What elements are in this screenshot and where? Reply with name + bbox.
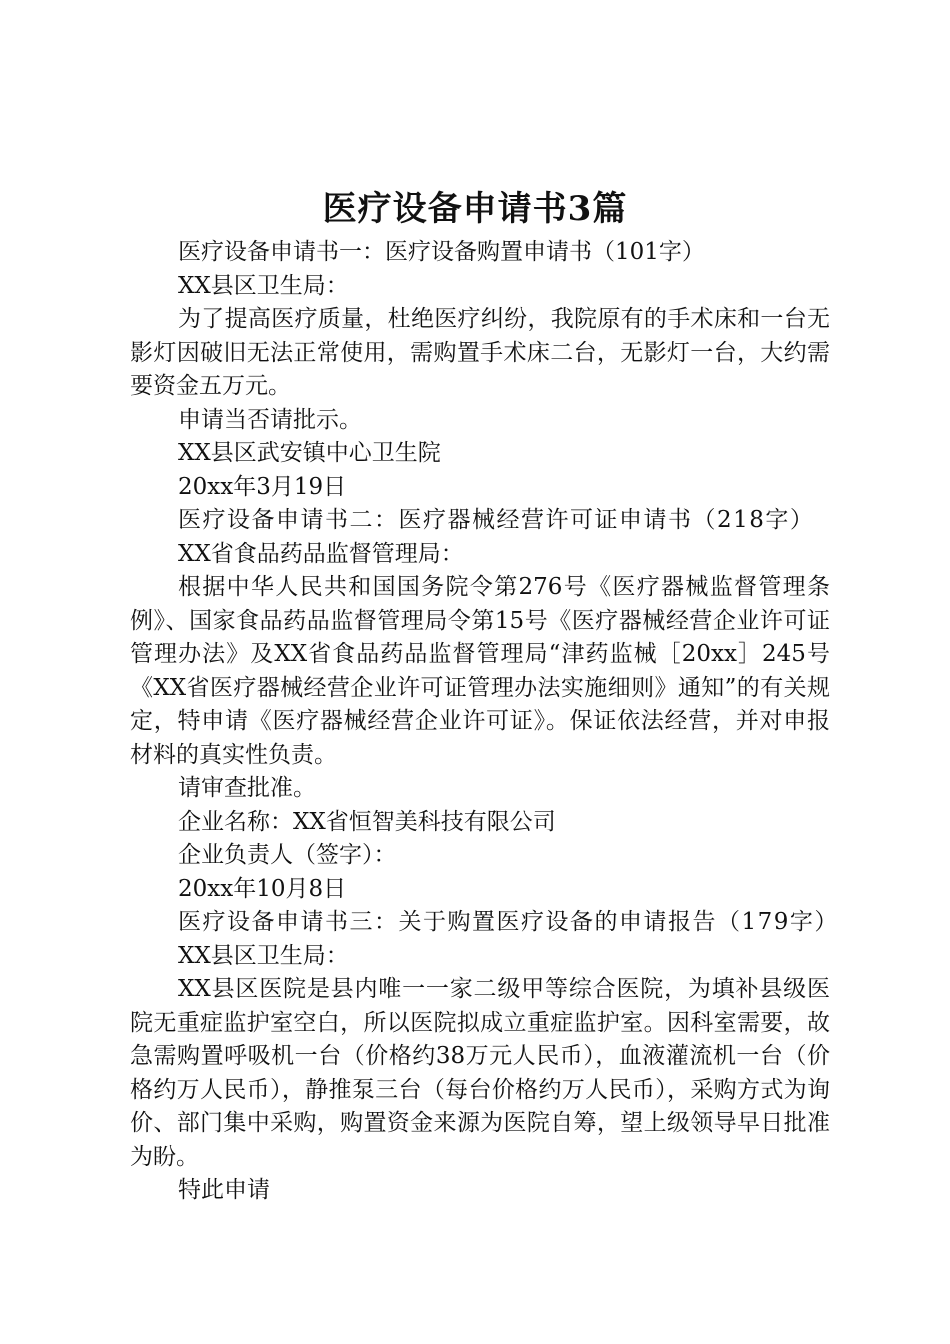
signature-org-1: XX县区武安镇中心卫生院 <box>178 440 441 466</box>
body-paragraph-2: 根据中华人民共和国国务院令第276号《医疗器械监督管理条例》、国家食品药品监督管理局令第15号《医疗器械经营企业许可证管理办法》及XX省食品药品监督管理局“津药监械［20xx］245号《XX省医疗器械经营企业许可证管理办法实施细则》通知”的有关规定，特申请《医疗器械经营企业许可证》。保证依法经营，并对申报材料的真实性负责。 <box>130 574 830 768</box>
request-line-1: 申请当否请批示。 <box>178 406 362 433</box>
body-paragraph-3: XX县区医院是县内唯一一家二级甲等综合医院，为填补县级医院无重症监护室空白，所以医院拟成立重症监护室。因科室需要，故急需购置呼吸机一台（价格约38万元人民币），血液灌流机一台（价格约万人民币），静推泵三台（每台价格约万人民币），采购方式为询价、部门集中采购，购置资金来源为医院自筹，望上级领导早日批准为盼。 <box>130 976 830 1170</box>
company-signatory-line: 企业负责人（签字）： <box>178 842 397 868</box>
request-line-2: 请审查批准。 <box>178 775 316 801</box>
date-1: 20xx年3月19日 <box>178 473 347 500</box>
closing-line-3: 特此申请 <box>178 1177 270 1203</box>
company-name-line: 企业名称：XX省恒智美科技有限公司 <box>178 808 556 835</box>
section-heading-1: 医疗设备申请书一：医疗设备购置申请书（101字） <box>178 239 705 265</box>
section-heading-2: 医疗设备申请书二：医疗器械经营许可证申请书（218字） <box>178 507 815 533</box>
addressee-3: XX县区卫生局： <box>178 942 349 969</box>
document-body <box>130 236 839 1208</box>
date-2: 20xx年10月8日 <box>178 875 347 902</box>
addressee-2: XX省食品药品监督管理局： <box>178 540 464 567</box>
body-paragraph-1: 为了提高医疗质量，杜绝医疗纠纷，我院原有的手术床和一台无影灯因破旧无法正常使用，需购置手术床二台，无影灯一台，大约需要资金五万元。 <box>130 306 830 399</box>
section-heading-3: 医疗设备申请书三：关于购置医疗设备的申请报告（179字） <box>178 909 839 935</box>
addressee-1: XX县区卫生局： <box>178 272 349 299</box>
document-title: 医疗设备申请书3篇 <box>322 189 628 229</box>
